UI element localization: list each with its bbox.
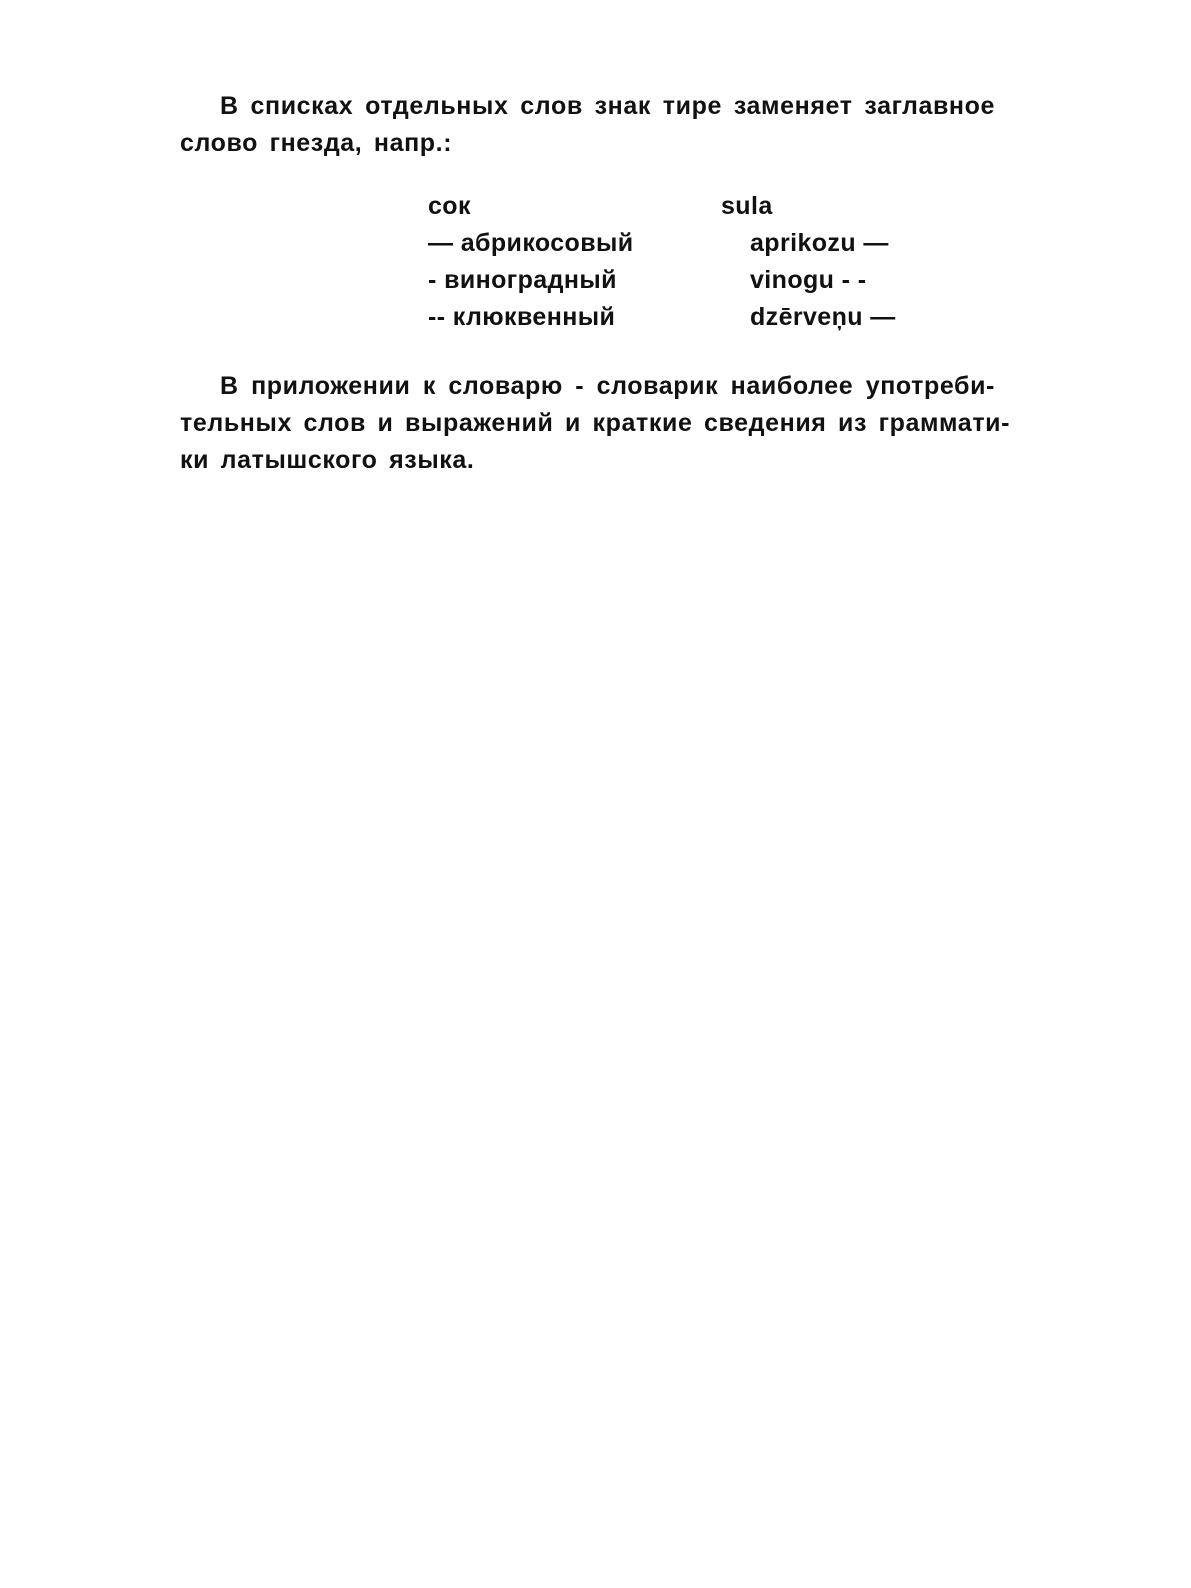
- example-row: [428, 299, 928, 336]
- intro-paragraph: [180, 88, 995, 162]
- example-latvian: aprikozu —: [750, 229, 889, 257]
- paragraph-line: ки латышского языка.: [180, 446, 475, 474]
- paragraph-line: тельных слов и выражений и краткие сведения из граммати-: [180, 409, 1011, 437]
- example-latvian: vinogu - -: [750, 266, 867, 294]
- example-russian: — абрикосовый: [428, 229, 634, 257]
- appendix-paragraph: [180, 368, 1011, 479]
- paragraph-line: В списках отдельных слов знак тире заменяет заглавное: [220, 92, 995, 120]
- headword-russian: сок: [428, 192, 471, 220]
- example-row: [428, 225, 928, 262]
- example-word-list: [428, 188, 928, 336]
- example-row: [428, 262, 928, 299]
- paragraph-line: В приложении к словарю - словарик наиболее употреби-: [220, 372, 995, 400]
- example-header-row: [428, 188, 928, 225]
- example-russian: - виноградный: [428, 266, 617, 294]
- headword-latvian: sula: [721, 192, 773, 220]
- example-russian: -- клюквенный: [428, 303, 616, 331]
- paragraph-line: слово гнезда, напр.:: [180, 129, 453, 157]
- example-latvian: dzērveņu —: [750, 303, 896, 331]
